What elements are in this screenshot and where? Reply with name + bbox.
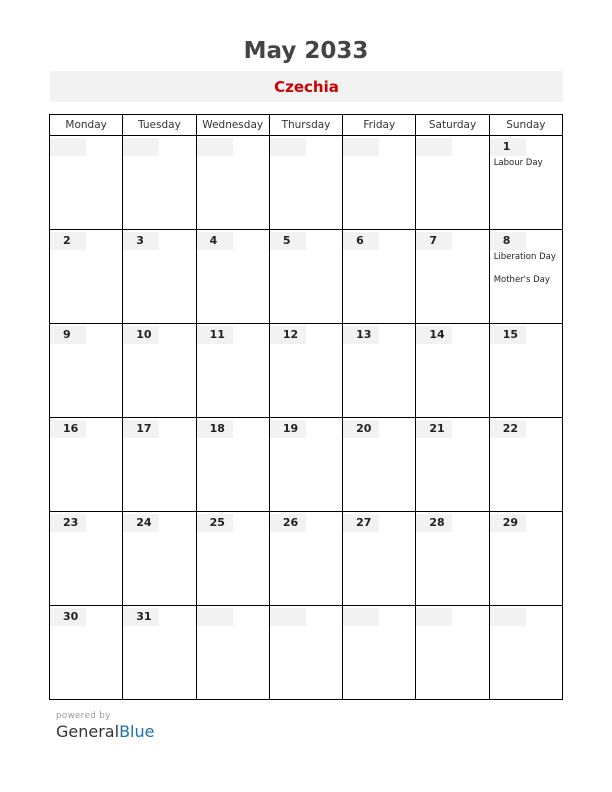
day-number: 10 (136, 328, 152, 341)
day-number-box (343, 326, 379, 344)
day-number: 8 (502, 234, 511, 247)
day-number: 11 (209, 328, 225, 341)
weekday-header: Saturday (416, 115, 489, 136)
day-number-box (490, 138, 526, 156)
day-cell[interactable] (416, 606, 489, 700)
day-number-box (197, 138, 233, 156)
day-number-box (123, 326, 159, 344)
holiday-name: Mother's Day (493, 275, 550, 285)
day-number: 28 (429, 516, 445, 529)
day-number-box (50, 232, 86, 250)
day-number-box (490, 326, 526, 344)
day-number: 27 (356, 516, 372, 529)
day-cell[interactable] (123, 324, 196, 418)
day-number: 29 (502, 516, 518, 529)
day-cell[interactable] (50, 324, 123, 418)
day-cell[interactable] (416, 512, 489, 606)
brand-blue-text: Blue (119, 722, 155, 741)
day-cell[interactable] (489, 324, 562, 418)
day-cell[interactable] (343, 418, 416, 512)
footer (56, 711, 154, 741)
day-cell[interactable] (50, 512, 123, 606)
day-cell[interactable] (343, 136, 416, 230)
day-number: 14 (429, 328, 445, 341)
generalblue-logo[interactable] (56, 722, 154, 741)
day-number-box (416, 326, 452, 344)
day-cell[interactable] (196, 230, 269, 324)
week-row (50, 230, 563, 324)
holiday-name: Labour Day (493, 158, 543, 168)
day-number-box (416, 514, 452, 532)
day-cell[interactable] (269, 606, 342, 700)
weekday-header: Tuesday (123, 115, 196, 136)
day-cell[interactable] (50, 136, 123, 230)
day-cell[interactable] (489, 418, 562, 512)
day-number-box (123, 608, 159, 626)
day-number: 5 (282, 234, 291, 247)
day-number-box (270, 420, 306, 438)
day-number-box (343, 514, 379, 532)
day-number: 16 (63, 422, 79, 435)
day-cell[interactable] (50, 418, 123, 512)
day-number-box (343, 232, 379, 250)
day-cell[interactable] (343, 512, 416, 606)
day-number-box (490, 420, 526, 438)
day-cell[interactable] (416, 324, 489, 418)
day-number-box (416, 232, 452, 250)
day-number: 7 (429, 234, 438, 247)
day-number-box (50, 420, 86, 438)
day-cell[interactable] (269, 324, 342, 418)
day-number-box (270, 138, 306, 156)
day-number-box (270, 232, 306, 250)
day-cell[interactable] (416, 230, 489, 324)
day-number-box (490, 232, 526, 250)
day-number: 19 (282, 422, 299, 435)
day-number-box (197, 326, 233, 344)
day-number: 17 (136, 422, 152, 435)
holiday-list (490, 250, 562, 286)
day-cell[interactable] (269, 230, 342, 324)
day-number: 20 (356, 422, 372, 435)
day-number: 9 (63, 328, 71, 341)
day-cell[interactable] (123, 512, 196, 606)
day-number: 31 (136, 610, 152, 623)
day-number-box (50, 608, 86, 626)
day-number-box (50, 514, 86, 532)
weekday-header: Thursday (269, 115, 342, 136)
day-number-box (123, 420, 159, 438)
day-number-box (416, 420, 452, 438)
day-cell[interactable] (123, 230, 196, 324)
weekday-header: Wednesday (196, 115, 269, 136)
day-cell[interactable] (343, 324, 416, 418)
day-number-box (270, 514, 306, 532)
day-number: 18 (209, 422, 225, 435)
day-cell[interactable] (489, 512, 562, 606)
day-number-box (416, 608, 452, 626)
day-cell[interactable] (416, 418, 489, 512)
day-number-box (270, 608, 306, 626)
day-number-box (197, 514, 233, 532)
week-row (50, 418, 563, 512)
powered-by-text: powered by (56, 711, 111, 721)
calendar-grid (49, 114, 563, 700)
day-number: 6 (356, 234, 364, 247)
day-number: 21 (429, 422, 445, 435)
day-number: 23 (63, 516, 79, 529)
day-cell[interactable] (489, 230, 562, 324)
country-banner (50, 71, 563, 102)
day-number-box (50, 326, 86, 344)
day-number-box (123, 514, 159, 532)
weekday-header: Monday (50, 115, 123, 136)
day-cell[interactable] (196, 136, 269, 230)
day-cell[interactable] (269, 418, 342, 512)
day-number: 13 (356, 328, 372, 341)
day-number-box (197, 232, 233, 250)
day-cell[interactable] (123, 136, 196, 230)
day-cell[interactable] (123, 418, 196, 512)
holiday-list (490, 156, 562, 169)
brand-general-text: General (56, 722, 120, 741)
weekday-header: Friday (343, 115, 416, 136)
day-number: 4 (209, 234, 218, 247)
day-number: 2 (63, 234, 71, 247)
day-number-box (270, 326, 306, 344)
day-number: 12 (282, 328, 299, 341)
day-cell[interactable] (196, 606, 269, 700)
day-cell[interactable] (269, 136, 342, 230)
day-cell[interactable] (196, 418, 269, 512)
day-number-box (343, 138, 379, 156)
day-number: 3 (136, 234, 144, 247)
day-number: 30 (63, 610, 79, 623)
weekday-header-row (50, 115, 563, 136)
week-row (50, 324, 563, 418)
day-number-box (197, 608, 233, 626)
day-cell[interactable] (489, 136, 562, 230)
day-cell[interactable] (196, 512, 269, 606)
day-cell[interactable] (123, 606, 196, 700)
week-row (50, 512, 563, 606)
day-number: 25 (209, 516, 225, 529)
day-number: 24 (136, 516, 152, 529)
day-cell[interactable] (196, 324, 269, 418)
day-number-box (343, 608, 379, 626)
day-number: 26 (282, 516, 299, 529)
day-number-box (490, 608, 526, 626)
day-number-box (490, 514, 526, 532)
country-name: Czechia (274, 77, 339, 96)
day-number-box (416, 138, 452, 156)
weekday-header: Sunday (489, 115, 562, 136)
day-cell[interactable] (343, 606, 416, 700)
day-number-box (123, 138, 159, 156)
day-number-box (343, 420, 379, 438)
holiday-name: Liberation Day (493, 252, 556, 262)
day-number: 22 (502, 422, 518, 435)
day-number: 1 (502, 140, 511, 153)
day-cell[interactable] (269, 512, 342, 606)
day-cell[interactable] (50, 606, 123, 700)
week-row (50, 606, 563, 700)
day-cell[interactable] (343, 230, 416, 324)
day-number-box (50, 138, 86, 156)
day-number-box (197, 420, 233, 438)
page-title: May 2033 (243, 38, 369, 64)
week-row (50, 136, 563, 230)
day-cell[interactable] (416, 136, 489, 230)
day-number: 15 (502, 328, 518, 341)
day-cell[interactable] (50, 230, 123, 324)
day-cell[interactable] (489, 606, 562, 700)
day-number-box (123, 232, 159, 250)
